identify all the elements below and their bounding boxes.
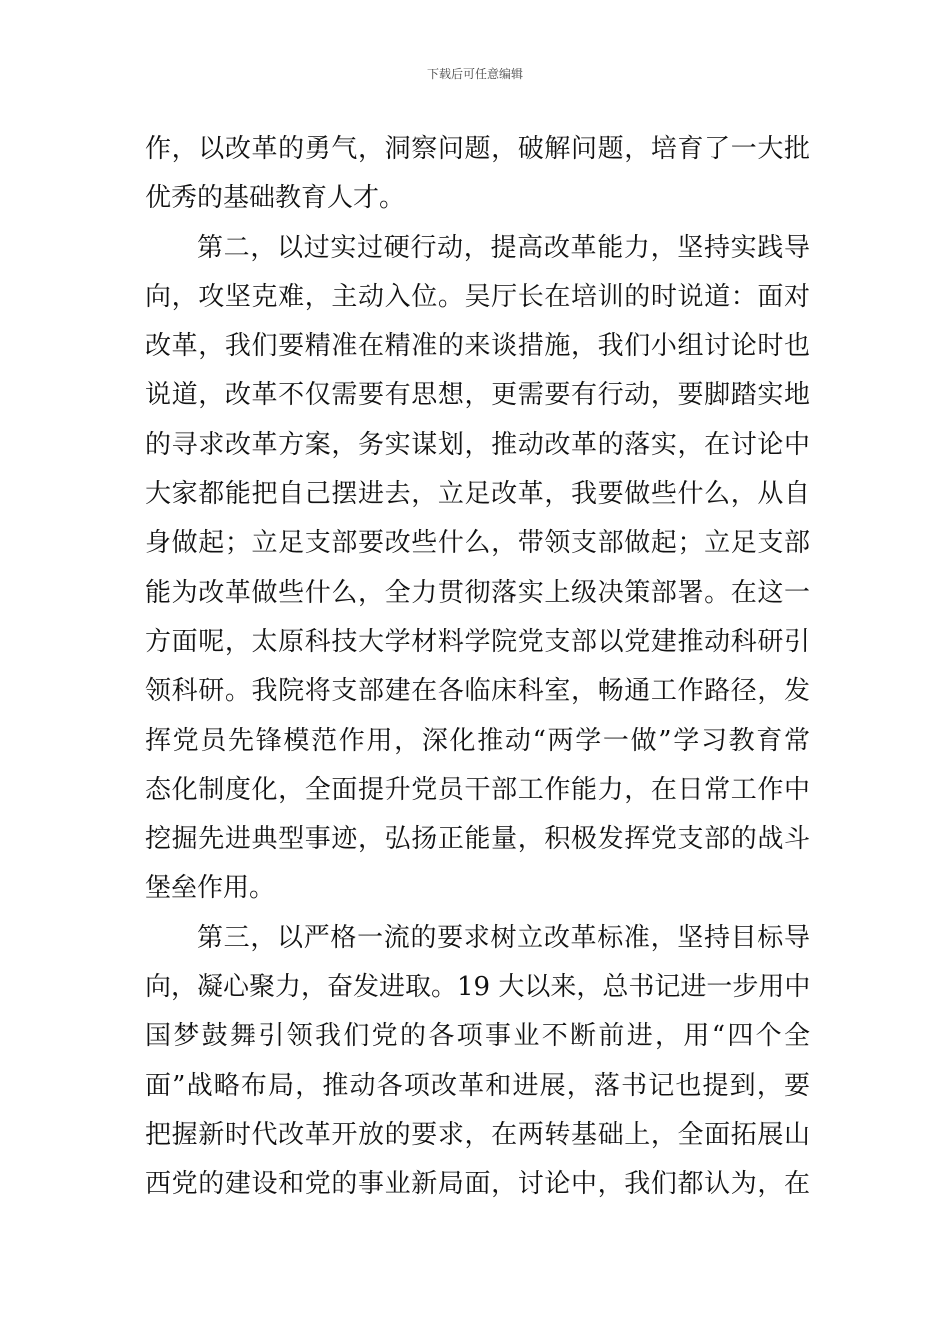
text-line: 领科研。我院将支部建在各临床科室，畅通工作路径，发	[145, 676, 810, 707]
text-line: 面”战略布局，推动各项改革和进展，落书记也提到，要	[145, 1070, 810, 1101]
paragraph-start-line: 第二，以过实过硬行动，提高改革能力，坚持实践导	[197, 232, 810, 263]
document-body	[145, 125, 810, 1210]
text-line: 身做起；立足支部要改些什么，带领支部做起；立足支部	[145, 528, 810, 559]
text-line: 的寻求改革方案，务实谋划，推动改革的落实，在讨论中	[145, 429, 810, 460]
text-line: 改革，我们要精准在精准的来谈措施，我们小组讨论时也	[145, 331, 810, 362]
text-line: 堡垒作用。	[145, 873, 276, 904]
text-line: 大家都能把自己摆进去，立足改革，我要做些什么，从自	[145, 479, 810, 510]
paragraph-start-line: 第三，以严格一流的要求树立改革标准，坚持目标导	[197, 922, 810, 953]
text-line: 说道，改革不仅需要有思想，更需要有行动，要脚踏实地	[145, 380, 810, 411]
text-line: 能为改革做些什么，全力贯彻落实上级决策部署。在这一	[145, 577, 810, 608]
text-line: 挖掘先进典型事迹，弘扬正能量，积极发挥党支部的战斗	[145, 824, 810, 855]
text-line: 向，凝心聚力，奋发进取。19 大以来，总书记进一步用中	[145, 972, 810, 1003]
text-line: 方面呢，太原科技大学材料学院党支部以党建推动科研引	[145, 626, 810, 657]
text-line: 作，以改革的勇气，洞察问题，破解问题，培育了一大批	[145, 134, 810, 164]
text-line: 向，攻坚克难，主动入位。吴厅长在培训的时说道：面对	[145, 281, 810, 312]
header-note: 下载后可任意编辑	[426, 67, 523, 81]
text-line: 优秀的基础教育人才。	[145, 183, 406, 214]
text-line: 国梦鼓舞引领我们党的各项事业不断前进，用“四个全	[145, 1021, 810, 1052]
text-line: 挥党员先锋模范作用，深化推动“两学一做”学习教育常	[145, 725, 810, 756]
text-line: 态化制度化，全面提升党员干部工作能力，在日常工作中	[145, 774, 810, 805]
text-line: 把握新时代改革开放的要求，在两转基础上，全面拓展山	[145, 1119, 810, 1150]
text-line: 西党的建设和党的事业新局面，讨论中，我们都认为，在	[145, 1169, 810, 1200]
